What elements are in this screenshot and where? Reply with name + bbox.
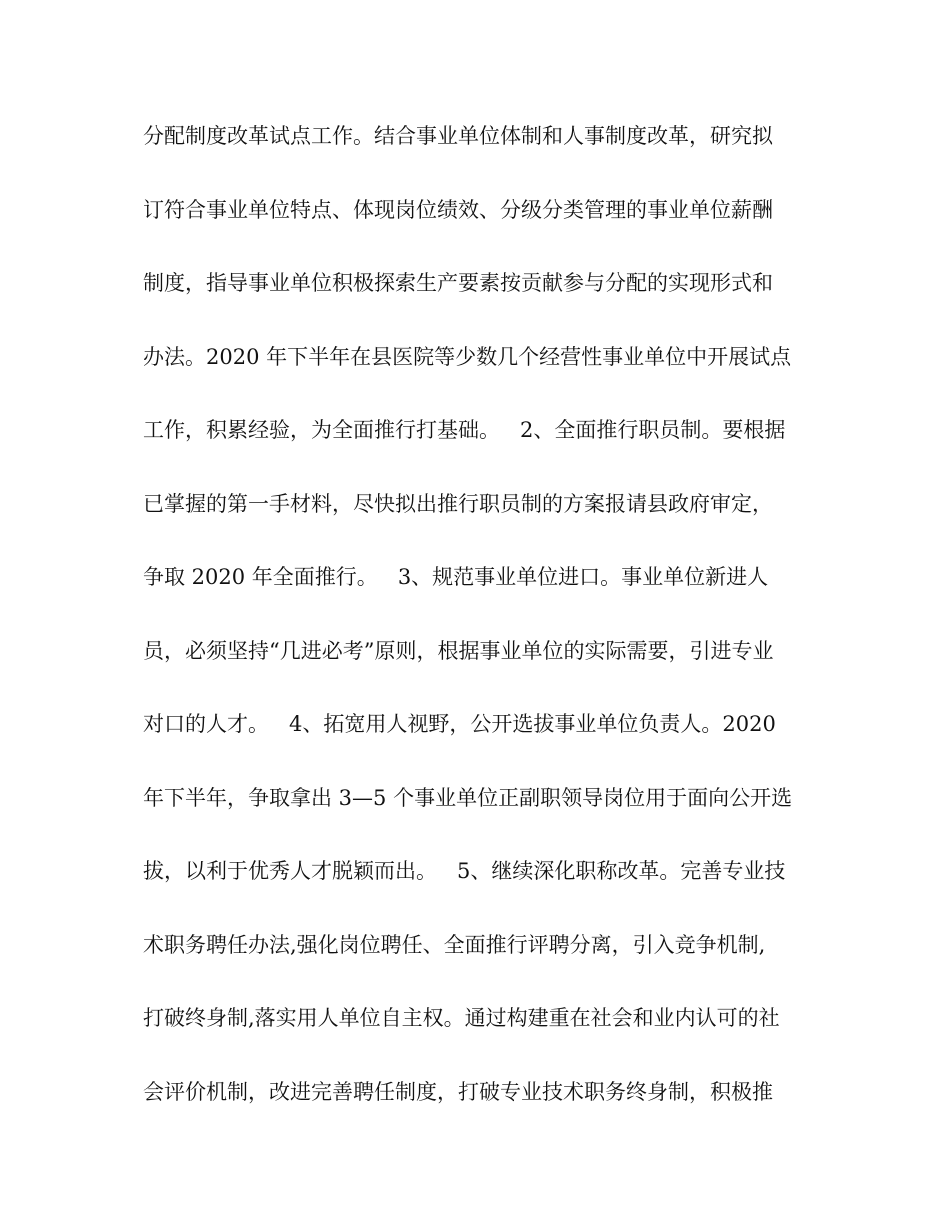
text-line: 分配制度改革试点工作。结合事业单位体制和人事制度改革，研究拟 <box>143 124 773 148</box>
text-line: 已掌握的第一手材料，尽快拟出推行职员制的方案报请县政府审定， <box>143 491 773 516</box>
text-line: 员，必须坚持“几进必考”原则，根据事业单位的实际需要，引进专业 <box>143 638 774 663</box>
text-line: 订符合事业单位特点、体现岗位绩效、分级分类管理的事业单位薪酬 <box>143 197 773 222</box>
text-line: 办法。2020 年下半年在县医院等少数几个经营性事业单位中开展试点 <box>143 344 792 369</box>
text-line: 对口的人才。 4、拓宽用人视野，公开选拔事业单位负责人。2020 <box>143 712 776 736</box>
text-line: 拔，以利于优秀人才脱颖而出。 5、继续深化职称改革。完善专业技 <box>143 859 786 883</box>
text-line: 会评价机制，改进完善聘任制度，打破专业技术职务终身制，积极推 <box>143 1079 773 1104</box>
text-line: 工作，积累经验，为全面推行打基础。 2、全面推行职员制。要根据 <box>143 418 786 442</box>
text-line: 制度，指导事业单位积极探索生产要素按贡献参与分配的实现形式和 <box>143 271 773 295</box>
body-text <box>143 116 813 1145</box>
text-line: 争取 2020 年全面推行。 3、规范事业单位进口。事业单位新进人 <box>143 565 769 589</box>
text-line: 打破终身制,落实用人单位自主权。通过构建重在社会和业内认可的社 <box>143 1006 780 1030</box>
text-line: 术职务聘任办法,强化岗位聘任、全面推行评聘分离，引入竞争机制, <box>143 932 766 957</box>
text-line: 年下半年，争取拿出 3—5 个事业单位正副职领导岗位用于面向公开选 <box>143 785 793 810</box>
